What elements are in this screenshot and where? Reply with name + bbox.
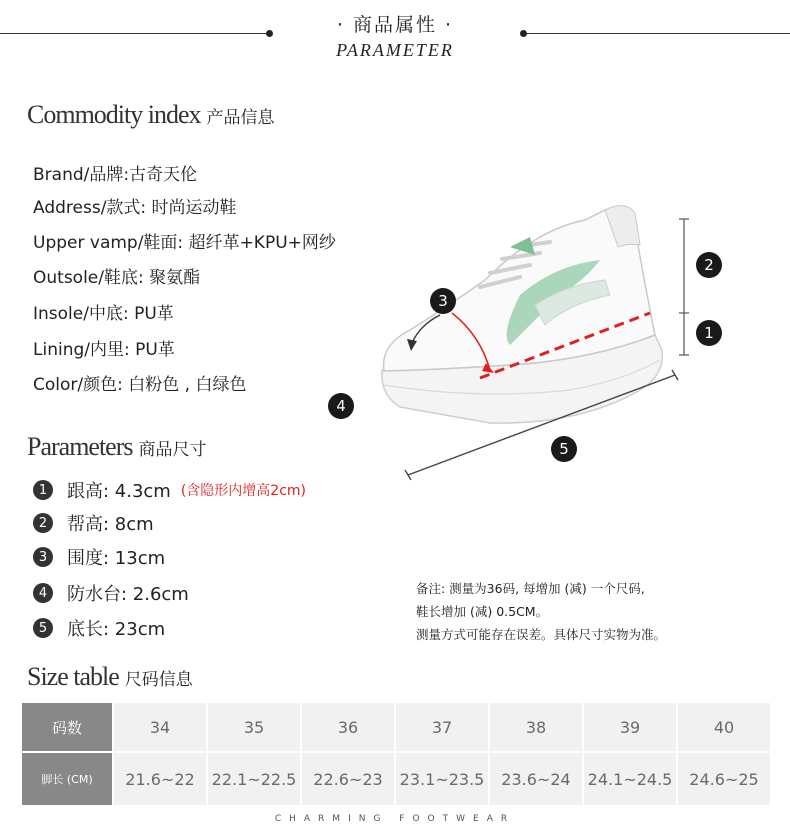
length-cell: 22.6~23 xyxy=(301,752,395,806)
param-red-note: (含隐形内增高2cm) xyxy=(180,483,307,499)
note-line-2: 鞋长增加 (减) 0.5CM。 xyxy=(416,604,549,619)
length-cell: 21.6~22 xyxy=(113,752,207,806)
param-number: 1 xyxy=(33,480,53,500)
length-cell: 23.6~24 xyxy=(489,752,583,806)
param-number: 3 xyxy=(33,547,53,567)
size-cell: 39 xyxy=(583,702,677,752)
spec-color: Color/颜色: 白粉色 , 白绿色 xyxy=(33,375,247,395)
spec-insole: Insole/中底: PU革 xyxy=(33,304,174,324)
note-line-1: 备注: 测量为36码, 每增加 (减) 一个尺码, xyxy=(416,581,645,596)
length-row-header: 脚长 (CM) xyxy=(21,752,113,806)
param-text: 防水台: 2.6cm xyxy=(67,584,189,605)
parameters-heading-en: Parameters xyxy=(27,432,133,461)
length-cell: 23.1~23.5 xyxy=(395,752,489,806)
spec-outsole: Outsole/鞋底: 聚氨酯 xyxy=(33,268,201,288)
size-row-header: 码数 xyxy=(21,702,113,752)
param-heel-height xyxy=(33,477,306,503)
spec-lining: Lining/内里: PU革 xyxy=(33,340,175,360)
footer-brand: CHARMING FOOTWEAR xyxy=(274,814,516,824)
param-number: 2 xyxy=(33,513,53,533)
header-title-cn: · 商品属性 · xyxy=(336,14,454,36)
size-row xyxy=(21,702,771,752)
length-cell: 24.6~25 xyxy=(677,752,771,806)
size-cell: 37 xyxy=(395,702,489,752)
size-cell: 34 xyxy=(113,702,207,752)
size-table-heading xyxy=(27,662,193,692)
callout-3: 3 xyxy=(430,288,456,314)
param-text: 跟高: 4.3cm xyxy=(67,481,171,502)
spec-upper: Upper vamp/鞋面: 超纤革+KPU+网纱 xyxy=(33,233,336,253)
length-cell: 22.1~22.5 xyxy=(207,752,301,806)
param-number: 4 xyxy=(33,583,53,603)
header-title-en: PARAMETER xyxy=(336,40,454,60)
callout-1: 1 xyxy=(696,320,722,346)
param-platform xyxy=(33,580,189,606)
note-line-3: 测量方式可能存在误差。具体尺寸实物为准。 xyxy=(416,627,667,642)
param-text: 帮高: 8cm xyxy=(67,514,154,535)
callout-4: 4 xyxy=(328,393,354,419)
param-circumference xyxy=(33,544,165,570)
size-cell: 36 xyxy=(301,702,395,752)
size-cell: 40 xyxy=(677,702,771,752)
param-text: 底长: 23cm xyxy=(67,619,166,640)
commodity-heading-cn: 产品信息 xyxy=(206,108,275,128)
size-table xyxy=(20,701,772,807)
size-table-heading-en: Size table xyxy=(27,662,119,691)
commodity-heading-en: Commodity index xyxy=(27,100,201,129)
spec-style: Address/款式: 时尚运动鞋 xyxy=(33,198,237,218)
callout-2: 2 xyxy=(696,252,722,278)
length-row xyxy=(21,752,771,806)
shoe-illustration xyxy=(370,185,700,485)
param-sole-length xyxy=(33,615,165,641)
size-table-heading-cn: 尺码信息 xyxy=(124,670,193,690)
size-cell: 35 xyxy=(207,702,301,752)
length-cell: 24.1~24.5 xyxy=(583,752,677,806)
callout-5: 5 xyxy=(551,436,577,462)
size-cell: 38 xyxy=(489,702,583,752)
parameters-heading-cn: 商品尺寸 xyxy=(138,440,207,460)
spec-brand: Brand/品牌:古奇天伦 xyxy=(33,165,198,185)
parameters-heading xyxy=(27,432,207,462)
param-number: 5 xyxy=(33,618,53,638)
param-text: 围度: 13cm xyxy=(67,548,166,569)
param-shaft-height xyxy=(33,510,154,536)
commodity-heading xyxy=(27,100,275,130)
